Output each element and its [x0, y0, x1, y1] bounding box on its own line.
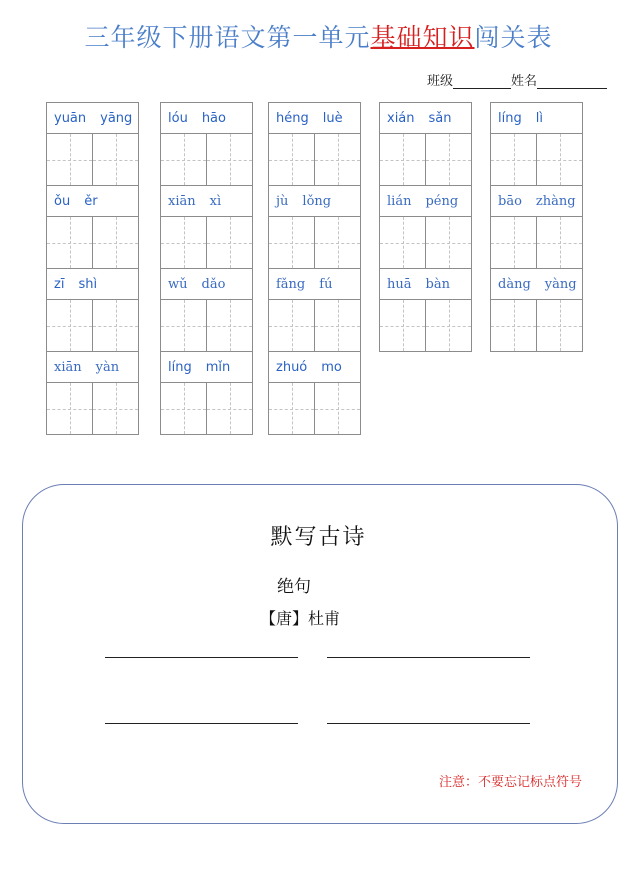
- class-label: 班级: [426, 74, 453, 89]
- pinyin-label: [160, 102, 253, 133]
- write-line-1[interactable]: [105, 657, 298, 658]
- pinyin-label: [268, 268, 361, 299]
- writing-cell[interactable]: [269, 134, 314, 185]
- title-part1: 三年级下册语文第一单元: [84, 23, 371, 52]
- pinyin-unit: [46, 185, 139, 269]
- writing-cell[interactable]: [47, 383, 92, 434]
- pinyin-syllable: yuān: [54, 110, 87, 126]
- writing-cell[interactable]: [47, 300, 92, 351]
- writing-cell[interactable]: [425, 134, 471, 185]
- tianzi-grid: [490, 299, 583, 352]
- writing-cell[interactable]: [269, 300, 314, 351]
- writing-cell[interactable]: [206, 134, 252, 185]
- pinyin-syllable: mo: [321, 359, 342, 375]
- pinyin-unit: [46, 102, 139, 186]
- pinyin-unit: [268, 102, 361, 186]
- punctuation-note: 注意：不要忘记标点符号: [438, 775, 582, 790]
- pinyin-label: [379, 268, 472, 299]
- writing-cell[interactable]: [47, 217, 92, 268]
- pinyin-unit: [160, 102, 253, 186]
- pinyin-unit: [46, 268, 139, 352]
- pinyin-unit: [160, 185, 253, 269]
- tianzi-grid: [268, 133, 361, 186]
- pinyin-syllable: xì: [209, 193, 222, 209]
- title-highlight: 基础知识: [370, 23, 475, 52]
- pinyin-unit: [379, 268, 472, 352]
- tianzi-grid: [490, 216, 583, 269]
- pinyin-label: [160, 268, 253, 299]
- pinyin-syllable: dǎo: [201, 276, 226, 292]
- writing-cell[interactable]: [314, 134, 360, 185]
- writing-cell[interactable]: [314, 300, 360, 351]
- pinyin-label: [490, 102, 583, 133]
- writing-cell[interactable]: [206, 300, 252, 351]
- writing-cell[interactable]: [425, 217, 471, 268]
- writing-cell[interactable]: [314, 383, 360, 434]
- pinyin-syllable: huā: [387, 276, 412, 292]
- poem-heading: 默写古诗: [270, 525, 367, 550]
- pinyin-syllable: zhàng: [535, 193, 576, 209]
- writing-cell[interactable]: [92, 300, 138, 351]
- pinyin-unit: [46, 351, 139, 435]
- tianzi-grid: [379, 216, 472, 269]
- title-part2: 闯关表: [474, 23, 553, 52]
- writing-cell[interactable]: [380, 134, 425, 185]
- tianzi-grid: [160, 382, 253, 435]
- pinyin-syllable: mǐn: [205, 359, 231, 375]
- pinyin-label: [379, 185, 472, 216]
- name-blank[interactable]: [537, 74, 607, 89]
- pinyin-label: [490, 268, 583, 299]
- pinyin-syllable: yàng: [544, 276, 577, 292]
- writing-cell[interactable]: [536, 134, 582, 185]
- pinyin-syllable: fǎng: [276, 276, 306, 292]
- pinyin-syllable: lóu: [168, 110, 188, 126]
- tianzi-grid: [268, 299, 361, 352]
- writing-cell[interactable]: [92, 217, 138, 268]
- class-blank[interactable]: [453, 74, 511, 89]
- pinyin-unit: [268, 268, 361, 352]
- pinyin-syllable: bàn: [425, 276, 450, 292]
- pinyin-label: [46, 185, 139, 216]
- writing-cell[interactable]: [206, 383, 252, 434]
- tianzi-grid: [46, 216, 139, 269]
- pinyin-unit: [160, 351, 253, 435]
- tianzi-grid: [268, 216, 361, 269]
- pinyin-syllable: lǒng: [302, 193, 332, 209]
- class-name-line: [427, 70, 607, 89]
- pinyin-syllable: péng: [425, 193, 459, 209]
- writing-cell[interactable]: [380, 300, 425, 351]
- pinyin-syllable: yàn: [95, 359, 120, 375]
- pinyin-syllable: líng: [498, 110, 522, 126]
- pinyin-syllable: líng: [168, 359, 192, 375]
- pinyin-label: [268, 351, 361, 382]
- writing-cell[interactable]: [47, 134, 92, 185]
- write-line-3[interactable]: [105, 723, 298, 724]
- pinyin-syllable: lì: [535, 110, 543, 126]
- pinyin-syllable: bāo: [498, 193, 522, 209]
- pinyin-unit: [379, 102, 472, 186]
- pinyin-unit: [490, 102, 583, 186]
- pinyin-label: [268, 102, 361, 133]
- writing-cell[interactable]: [92, 383, 138, 434]
- write-line-4[interactable]: [327, 723, 530, 724]
- pinyin-syllable: jù: [276, 193, 289, 209]
- pinyin-unit: [490, 185, 583, 269]
- pinyin-syllable: dàng: [498, 276, 531, 292]
- pinyin-label: [490, 185, 583, 216]
- tianzi-grid: [160, 133, 253, 186]
- writing-cell[interactable]: [206, 217, 252, 268]
- pinyin-syllable: yāng: [100, 110, 133, 126]
- pinyin-syllable: shì: [78, 276, 98, 292]
- pinyin-syllable: héng: [276, 110, 309, 126]
- pinyin-syllable: luè: [322, 110, 343, 126]
- pinyin-label: [268, 185, 361, 216]
- pinyin-unit: [490, 268, 583, 352]
- pinyin-syllable: xiān: [168, 193, 196, 209]
- pinyin-label: [46, 351, 139, 382]
- poem-author: 【唐】杜甫: [260, 609, 341, 628]
- pinyin-syllable: ǒu: [54, 193, 71, 209]
- writing-cell[interactable]: [92, 134, 138, 185]
- pinyin-label: [160, 185, 253, 216]
- pinyin-syllable: zī: [54, 276, 65, 292]
- pinyin-syllable: hāo: [201, 110, 226, 126]
- tianzi-grid: [379, 133, 472, 186]
- writing-cell[interactable]: [161, 383, 206, 434]
- tianzi-grid: [46, 382, 139, 435]
- tianzi-grid: [490, 133, 583, 186]
- tianzi-grid: [160, 216, 253, 269]
- pinyin-syllable: fú: [319, 276, 333, 292]
- writing-cell[interactable]: [491, 217, 536, 268]
- pinyin-label: [46, 268, 139, 299]
- pinyin-syllable: lián: [387, 193, 412, 209]
- tianzi-grid: [46, 133, 139, 186]
- writing-cell[interactable]: [314, 217, 360, 268]
- pinyin-syllable: wǔ: [168, 276, 188, 292]
- poem-title: 绝句: [277, 577, 311, 597]
- tianzi-grid: [46, 299, 139, 352]
- writing-cell[interactable]: [161, 134, 206, 185]
- pinyin-syllable: xiān: [54, 359, 82, 375]
- pinyin-syllable: sǎn: [428, 110, 452, 126]
- writing-cell[interactable]: [491, 300, 536, 351]
- writing-cell[interactable]: [161, 217, 206, 268]
- pinyin-label: [46, 102, 139, 133]
- writing-cell[interactable]: [269, 217, 314, 268]
- tianzi-grid: [379, 299, 472, 352]
- writing-cell[interactable]: [491, 134, 536, 185]
- pinyin-label: [160, 351, 253, 382]
- writing-cell[interactable]: [425, 300, 471, 351]
- pinyin-syllable: ěr: [84, 193, 98, 209]
- pinyin-unit: [379, 185, 472, 269]
- pinyin-label: [379, 102, 472, 133]
- writing-cell[interactable]: [380, 217, 425, 268]
- writing-cell[interactable]: [536, 300, 582, 351]
- page-title: [0, 18, 637, 54]
- pinyin-unit: [160, 268, 253, 352]
- writing-cell[interactable]: [269, 383, 314, 434]
- pinyin-unit: [268, 185, 361, 269]
- name-label: 姓名: [510, 74, 537, 89]
- writing-cell[interactable]: [536, 217, 582, 268]
- write-line-2[interactable]: [327, 657, 530, 658]
- pinyin-syllable: xián: [387, 110, 415, 126]
- tianzi-grid: [268, 382, 361, 435]
- writing-cell[interactable]: [161, 300, 206, 351]
- pinyin-unit: [268, 351, 361, 435]
- tianzi-grid: [160, 299, 253, 352]
- pinyin-syllable: zhuó: [276, 359, 308, 375]
